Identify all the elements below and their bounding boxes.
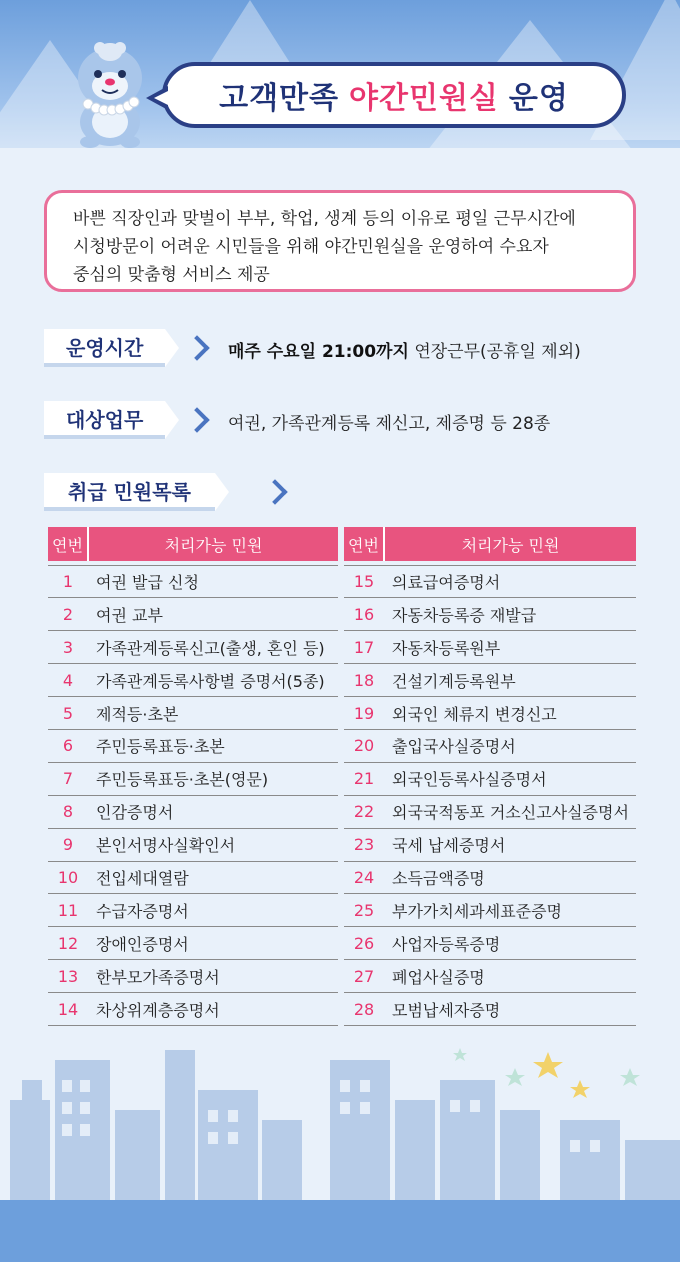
- row-number: 10: [48, 861, 88, 894]
- row-number: 25: [344, 894, 384, 927]
- intro-line-3: 중심의 맞춤형 서비스 제공: [73, 265, 270, 285]
- row-number: 24: [344, 861, 384, 894]
- col-item-header: 처리가능 민원: [384, 527, 636, 561]
- table-row: [344, 894, 636, 927]
- list-label: 취급 민원목록: [44, 473, 215, 511]
- row-number: 28: [344, 993, 384, 1026]
- row-item: 외국인 체류지 변경신고: [384, 697, 636, 730]
- row-item: 부가가치세과세표준증명: [384, 894, 636, 927]
- otter-mascot-icon: [60, 30, 160, 150]
- row-item: 국세 납세증명서: [384, 828, 636, 861]
- table-row: [48, 631, 338, 664]
- row-number: 7: [48, 762, 88, 795]
- row-number: 19: [344, 697, 384, 730]
- city-skyline-decoration: [0, 1040, 680, 1262]
- row-number: 23: [344, 828, 384, 861]
- row-item: 가족관계등록사항별 증명서(5종): [88, 664, 338, 697]
- tasks-tag: [44, 398, 179, 442]
- hours-tag: [44, 326, 179, 370]
- page-title: [162, 62, 626, 128]
- list-chevron-icon: [262, 479, 287, 504]
- row-item: 장애인증명서: [88, 927, 338, 960]
- row-number: 15: [344, 565, 384, 598]
- row-number: 17: [344, 631, 384, 664]
- table-row: [48, 697, 338, 730]
- row-item: 외국국적동포 거소신고사실증명서: [384, 795, 636, 828]
- hours-bold: 매주 수요일 21:00까지: [228, 342, 409, 362]
- table-row: [344, 960, 636, 993]
- row-item: 모범납세자증명: [384, 993, 636, 1026]
- table-row: [48, 861, 338, 894]
- hours-text: [228, 337, 581, 362]
- table-row: [48, 894, 338, 927]
- table-row: [344, 598, 636, 631]
- table-row: [48, 960, 338, 993]
- row-item: 주민등록표등·초본(영문): [88, 762, 338, 795]
- col-num-header: 연번: [344, 527, 384, 561]
- row-item: 주민등록표등·초본: [88, 729, 338, 762]
- row-item: 인감증명서: [88, 795, 338, 828]
- table-row: [344, 664, 636, 697]
- table-row: [48, 762, 338, 795]
- row-item: 건설기계등록원부: [384, 664, 636, 697]
- table-row: [48, 664, 338, 697]
- table-row: [344, 861, 636, 894]
- intro-box: [44, 190, 636, 292]
- hours-label: 운영시간: [44, 329, 165, 367]
- tasks-chevron-icon: [184, 407, 209, 432]
- row-number: 12: [48, 927, 88, 960]
- intro-line-1: 바쁜 직장인과 맞벌이 부부, 학업, 생계 등의 이유로 평일 근무시간에: [73, 209, 576, 229]
- title-part-1: 고객만족: [219, 81, 340, 116]
- right-table: [344, 527, 636, 1026]
- hours-rest: 연장근무(공휴일 제외): [414, 342, 581, 362]
- tasks-label: 대상업무: [44, 401, 165, 439]
- table-row: [48, 828, 338, 861]
- row-item: 자동차등록증 재발급: [384, 598, 636, 631]
- row-number: 1: [48, 565, 88, 598]
- row-item: 차상위계층증명서: [88, 993, 338, 1026]
- table-row: [344, 927, 636, 960]
- col-item-header: 처리가능 민원: [88, 527, 338, 561]
- table-row: [344, 795, 636, 828]
- table-row: [48, 927, 338, 960]
- row-item: 전입세대열람: [88, 861, 338, 894]
- table-row: [48, 729, 338, 762]
- intro-line-2: 시청방문이 어려운 시민들을 위해 야간민원실을 운영하여 수요자: [73, 237, 549, 257]
- row-item: 사업자등록증명: [384, 927, 636, 960]
- row-item: 폐업사실증명: [384, 960, 636, 993]
- row-item: 한부모가족증명서: [88, 960, 338, 993]
- row-item: 소득금액증명: [384, 861, 636, 894]
- row-number: 14: [48, 993, 88, 1026]
- row-item: 출입국사실증명서: [384, 729, 636, 762]
- col-num-header: 연번: [48, 527, 88, 561]
- table-row: [344, 762, 636, 795]
- table-row: [344, 993, 636, 1026]
- table-row: [48, 565, 338, 598]
- row-number: 11: [48, 894, 88, 927]
- title-part-2: 야간민원실: [349, 81, 499, 116]
- table-row: [48, 993, 338, 1026]
- row-number: 16: [344, 598, 384, 631]
- row-number: 4: [48, 664, 88, 697]
- row-item: 자동차등록원부: [384, 631, 636, 664]
- row-item: 수급자증명서: [88, 894, 338, 927]
- row-number: 20: [344, 729, 384, 762]
- row-number: 22: [344, 795, 384, 828]
- row-number: 9: [48, 828, 88, 861]
- table-row: [344, 697, 636, 730]
- row-number: 26: [344, 927, 384, 960]
- row-number: 3: [48, 631, 88, 664]
- table-row: [344, 565, 636, 598]
- row-item: 제적등·초본: [88, 697, 338, 730]
- row-item: 가족관계등록신고(출생, 혼인 등): [88, 631, 338, 664]
- row-item: 본인서명사실확인서: [88, 828, 338, 861]
- left-table: [48, 527, 338, 1026]
- table-row: [48, 795, 338, 828]
- row-number: 13: [48, 960, 88, 993]
- title-part-3: 운영: [508, 81, 569, 116]
- table-row: [48, 598, 338, 631]
- tasks-text: 여권, 가족관계등록 제신고, 제증명 등 28종: [228, 414, 551, 434]
- row-item: 여권 교부: [88, 598, 338, 631]
- row-number: 21: [344, 762, 384, 795]
- row-number: 5: [48, 697, 88, 730]
- row-number: 27: [344, 960, 384, 993]
- hours-chevron-icon: [184, 335, 209, 360]
- list-tag: [44, 470, 229, 514]
- row-number: 18: [344, 664, 384, 697]
- row-number: 8: [48, 795, 88, 828]
- table-row: [344, 828, 636, 861]
- row-item: 외국인등록사실증명서: [384, 762, 636, 795]
- row-item: 의료급여증명서: [384, 565, 636, 598]
- table-row: [344, 729, 636, 762]
- table-row: [344, 631, 636, 664]
- row-number: 6: [48, 729, 88, 762]
- row-item: 여권 발급 신청: [88, 565, 338, 598]
- row-number: 2: [48, 598, 88, 631]
